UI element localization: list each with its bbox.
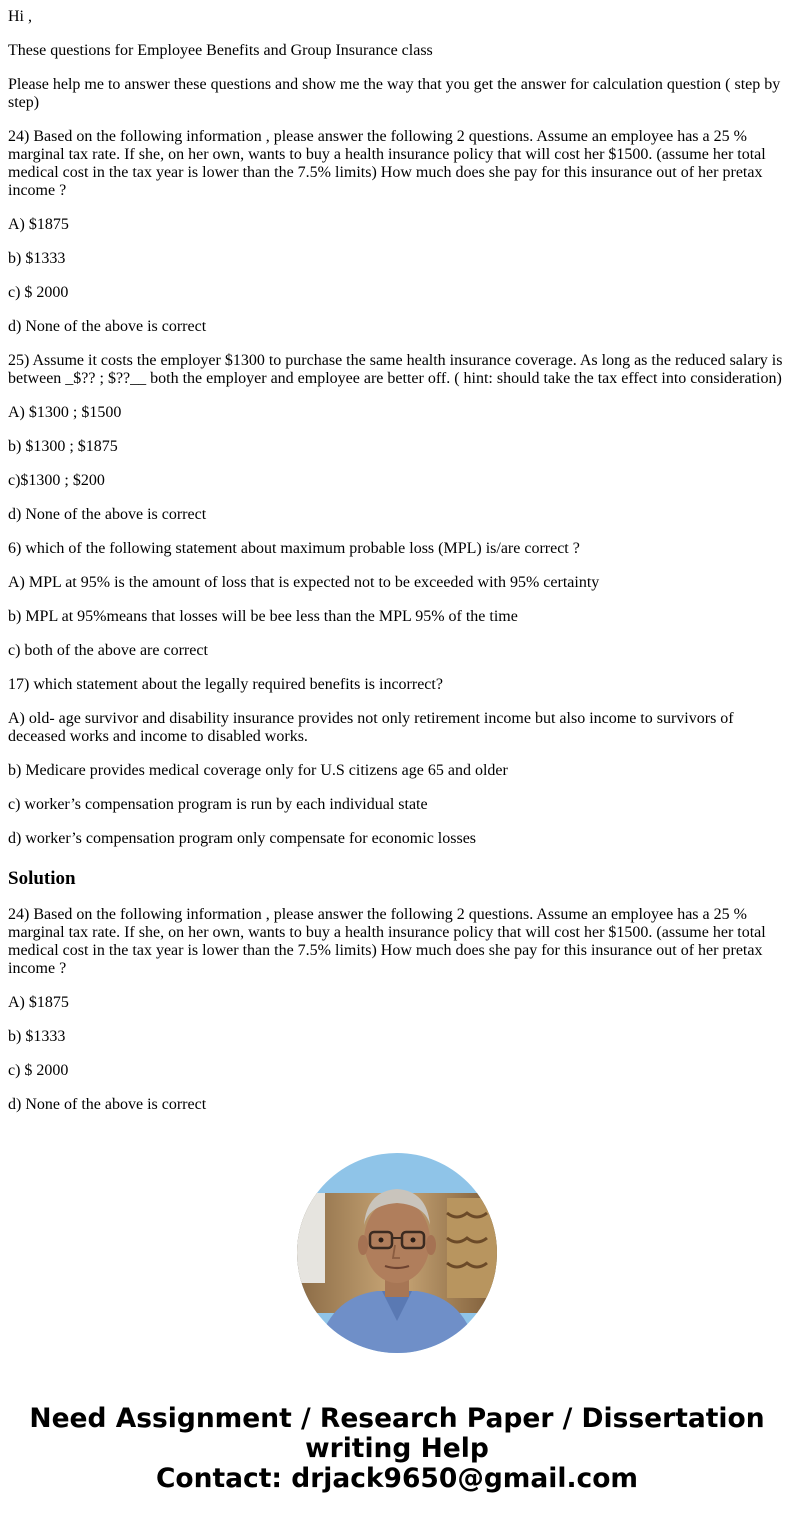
avatar [297, 1153, 497, 1353]
q17-option-c: c) worker’s compensation program is run by each individual state [8, 796, 428, 813]
greeting: Hi , [8, 8, 32, 25]
q6-option-b: b) MPL at 95%means that losses will be bee less than the MPL 95% of the time [8, 608, 518, 625]
promo-footer [0, 1404, 794, 1494]
q17-option-b: b) Medicare provides medical coverage only for U.S citizens age 65 and older [8, 762, 508, 779]
promo-line-2: writing Help [305, 1433, 489, 1464]
q25-option-c: c)$1300 ; $200 [8, 472, 105, 489]
solution-question-24: 24) Based on the following information , please answer the following 2 questions. Assume an employee has a 25 % marginal tax rate. If she, on her own, wants to buy a health insurance policy that will cost her $1500. (assume her total medical cost in the tax year is lower than the 7.5% limits) How much does she pay for this insurance out of her pretax income ? [8, 906, 766, 977]
solution-option-b: b) $1333 [8, 1028, 66, 1045]
q17-option-d: d) worker’s compensation program only compensate for economic losses [8, 830, 477, 847]
solution-option-a: A) $1875 [8, 994, 69, 1011]
question-6: 6) which of the following statement about maximum probable loss (MPL) is/are correct ? [8, 540, 580, 557]
avatar-photo [297, 1153, 497, 1353]
q24-option-d: d) None of the above is correct [8, 318, 207, 335]
question-17: 17) which statement about the legally required benefits is incorrect? [8, 676, 443, 693]
solution-option-c: c) $ 2000 [8, 1062, 69, 1079]
q24-option-b: b) $1333 [8, 250, 66, 267]
q24-option-a: A) $1875 [8, 216, 69, 233]
promo-line-1: Need Assignment / Research Paper / Dissertation [29, 1403, 765, 1434]
q6-option-a: A) MPL at 95% is the amount of loss that is expected not to be exceeded with 95% certainty [8, 574, 600, 591]
request-line: Please help me to answer these questions and show me the way that you get the answer for calculation question ( step by step) [8, 76, 781, 111]
q6-option-c: c) both of the above are correct [8, 642, 208, 659]
q17-option-a: A) old- age survivor and disability insurance provides not only retirement income but also income to survivors of deceased works and income to disabled works. [8, 710, 734, 745]
q25-option-a: A) $1300 ; $1500 [8, 404, 122, 421]
q25-option-b: b) $1300 ; $1875 [8, 438, 118, 455]
contact-line: Contact: drjack9650@gmail.com [155, 1463, 639, 1494]
solution-heading: Solution [8, 868, 76, 889]
course-line: These questions for Employee Benefits and Group Insurance class [8, 42, 433, 59]
question-25: 25) Assume it costs the employer $1300 to purchase the same health insurance coverage. As long as the reduced salary is between _$?? ; $??__ both the employer and employee are better off. ( hint: should take the tax effect into consideration) [8, 352, 783, 387]
q25-option-d: d) None of the above is correct [8, 506, 207, 523]
question-24: 24) Based on the following information , please answer the following 2 questions. Assume an employee has a 25 % marginal tax rate. If she, on her own, wants to buy a health insurance policy that will cost her $1500. (assume her total medical cost in the tax year is lower than the 7.5% limits) How much does she pay for this insurance out of her pretax income ? [8, 128, 766, 199]
q24-option-c: c) $ 2000 [8, 284, 69, 301]
solution-option-d: d) None of the above is correct [8, 1096, 207, 1113]
